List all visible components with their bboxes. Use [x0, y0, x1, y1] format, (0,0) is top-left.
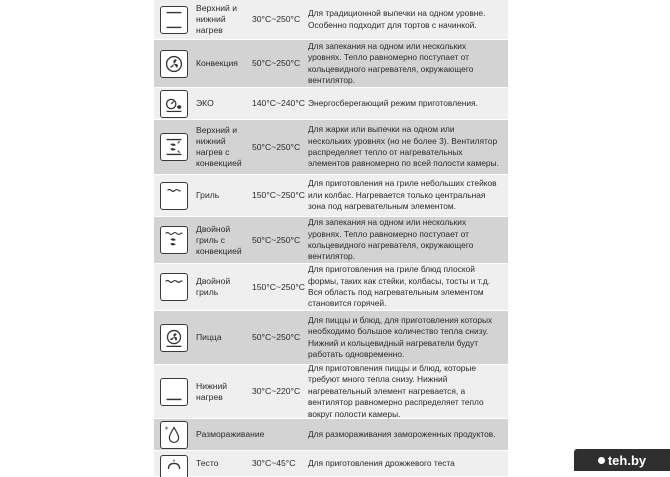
eco-icon [160, 90, 188, 118]
mode-name: Нижний нагрев [196, 380, 228, 402]
mode-temp: 30°С~220°С [252, 386, 301, 396]
mode-temp: 150°С~250°С [252, 190, 305, 200]
svg-text:*: * [164, 423, 169, 433]
mode-temp: 140°С~240°С [252, 98, 305, 108]
mode-description: Для приготовления на гриле небольших стейков или колбас. Нагревается только центральная зона под нагревательным элементом. [308, 178, 497, 212]
mode-description: Энергосберегающий режим приготовления. [308, 97, 478, 108]
defrost-icon [160, 421, 188, 449]
dough-icon [160, 455, 188, 477]
mode-description: Для традиционной выпечки на одном уровне. Особенно подходит для тортов с начинкой. [308, 8, 486, 30]
bottom-heat-icon [160, 378, 188, 406]
mode-temp: 50°С~250°С [252, 332, 301, 342]
logo-mark-icon [598, 457, 605, 464]
mode-description: Для размораживания замороженных продуктов. [308, 428, 496, 439]
mode-temp: 50°С~250°С [252, 58, 301, 68]
mode-name: Пицца [196, 332, 222, 342]
mode-description: Для запекания на одном или нескольких уровнях. Тепло равномерно поступает от кольцевидного нагревателя, окружающего вентилятор. [308, 40, 474, 85]
mode-name: Тесто [196, 458, 219, 468]
mode-name: Гриль [196, 190, 220, 200]
table-row [154, 120, 508, 175]
table-row [154, 362, 508, 419]
grill-icon [160, 182, 188, 210]
mode-description: Для жарки или выпечки на одном или нескольких уровнях (но не более 3). Вентилятор распределяет тепло от нагревательных элементов равномерно по всей полости камеры. [308, 124, 499, 169]
mode-name: Верхний и нижний нагрев с конвекцией [196, 125, 242, 168]
mode-temp: 50°С~250°С [252, 141, 301, 152]
pizza-icon [160, 324, 188, 352]
logo-text: teh.by [607, 452, 647, 468]
mode-description: Для приготовления на гриле блюд плоской формы, таких как стейки, колбасы, тосты и т.д. Вся область под нагревательным элементом становится горячей. [308, 264, 491, 309]
convection-fan-icon [160, 50, 188, 78]
mode-temp: 30°С~250°С [252, 14, 301, 24]
table-row [154, 40, 508, 88]
mode-name: Размораживание [196, 429, 265, 439]
mode-description: Для пиццы и блюд, для приготовления которых необходимо большое количество тепла снизу. Нижний и кольцевидный нагреватели будут работать одновременно. [308, 314, 493, 359]
mode-name: Верхний и нижний нагрев [196, 3, 238, 35]
table-row [154, 217, 508, 264]
mode-temp: 150°С~250°С [252, 281, 305, 292]
double-grill-icon [160, 273, 188, 301]
mode-description: Для приготовления дрожжевого теста [308, 457, 455, 468]
top-bottom-heat-convection-icon [160, 133, 188, 161]
modes-table [154, 0, 508, 477]
table-row [154, 0, 508, 40]
mode-name: Двойной гриль [196, 276, 231, 297]
mode-name: Конвекция [196, 58, 238, 68]
double-grill-convection-icon [160, 226, 188, 254]
mode-temp: 50°С~250°С [252, 234, 301, 245]
top-bottom-heat-icon [160, 6, 188, 34]
table-row [154, 175, 508, 217]
mode-description: Для запекания на одном или нескольких уровнях. Тепло равномерно поступает от кольцевидного нагревателя, окружающего вентилятор. [308, 217, 474, 262]
site-logo [574, 449, 670, 471]
table-row [154, 88, 508, 120]
table-row [154, 311, 508, 365]
mode-description: Для приготовления пиццы и блюд, которые требуют много тепла снизу. Нижний нагревательный элемент нагревается, а вентилятор равномерно распределяет тепло вокруг полости камеры. [308, 362, 484, 419]
mode-name: Двойной гриль с конвекцией [196, 223, 242, 256]
table-row [154, 419, 508, 451]
mode-temp: 30°С~45°С [252, 458, 296, 468]
mode-name: ЭКО [196, 98, 214, 108]
table-row [154, 451, 508, 477]
table-row [154, 264, 508, 311]
